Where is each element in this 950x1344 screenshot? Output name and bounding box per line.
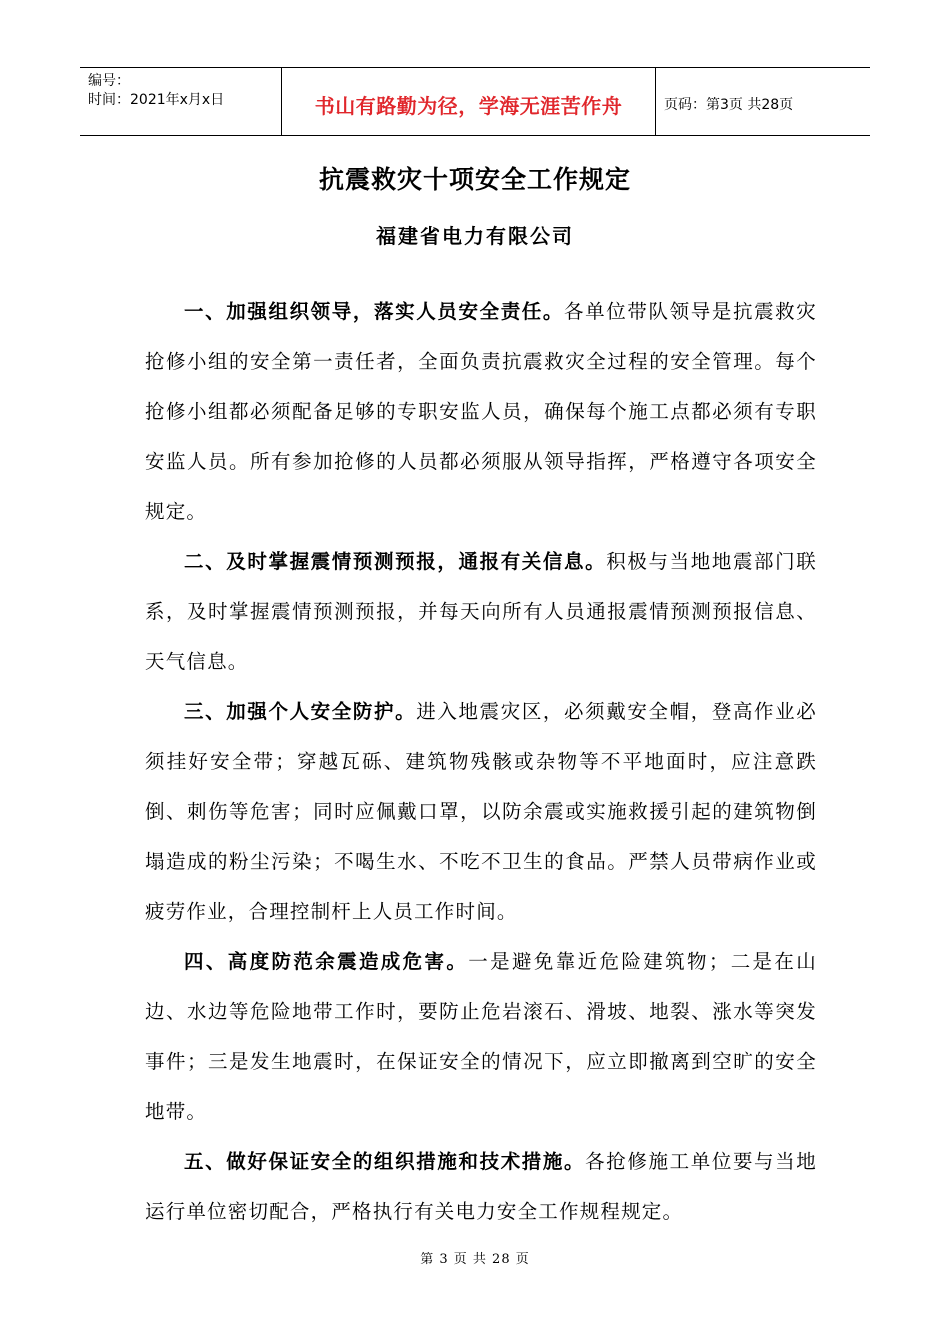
paragraph-text: 进入地震灾区，必须戴安全帽，登高作业必须挂好安全带；穿越瓦砾、建筑物残骸或杂物等不平地面时，应注意跌倒、刺伤等危害；同时应佩戴口罩，以防余震或实施救援引起的建筑物倒塌造成的粉尘污染；不喝生水、不吃不卫生的食品。严禁人员带病作业或疲劳作业，合理控制杆上人员工作时间。 bbox=[145, 700, 817, 923]
paragraph-lead: 三、加强个人安全防护。 bbox=[184, 700, 417, 723]
paragraph-lead: 四、高度防范余震造成危害。 bbox=[184, 950, 469, 973]
header-page-label: 页码：第3页 共28页 bbox=[664, 96, 794, 113]
paragraph-text: 各抢修施工单位要与当地运行单位密切配合，严格执行有关电力安全工作规程规定。 bbox=[145, 1150, 817, 1223]
document-header bbox=[80, 67, 870, 136]
document-organization: 福建省电力有限公司 bbox=[376, 224, 574, 248]
number-label: 编号： bbox=[88, 73, 130, 89]
paragraph-2 bbox=[145, 537, 817, 687]
paragraph-lead: 二、及时掌握震情预测预报，通报有关信息。 bbox=[184, 550, 607, 573]
paragraph-3 bbox=[145, 687, 817, 937]
header-meta bbox=[80, 68, 281, 135]
paragraph-5 bbox=[145, 1137, 817, 1237]
paragraph-lead: 五、做好保证安全的组织措施和技术措施。 bbox=[184, 1150, 586, 1173]
document-title: 抗震救灾十项安全工作规定 bbox=[318, 165, 631, 194]
paragraph-lead: 一、加强组织领导，落实人员安全责任。 bbox=[184, 300, 565, 323]
paragraph-1 bbox=[145, 287, 817, 537]
document-body bbox=[145, 287, 817, 1237]
paragraph-text: 积极与当地地震部门联系，及时掌握震情预测预报，并每天向所有人员通报震情预测预报信息、天气信息。 bbox=[145, 550, 817, 673]
page-footer: 第 3 页 共 28 页 bbox=[420, 1252, 530, 1267]
paragraph-text: 一是避免靠近危险建筑物；二是在山边、水边等危险地带工作时，要防止危岩滚石、滑坡、地裂、涨水等突发事件；三是发生地震时，在保证安全的情况下，应立即撤离到空旷的安全地带。 bbox=[145, 950, 817, 1123]
time-label: 时间：2021年x月x日 bbox=[88, 92, 225, 108]
paragraph-4 bbox=[145, 937, 817, 1137]
paragraph-text: 各单位带队领导是抗震救灾抢修小组的安全第一责任者，全面负责抗震救灾全过程的安全管理。每个抢修小组都必须配备足够的专职安监人员，确保每个施工点都必须有专职安监人员。所有参加抢修的人员都必须服从领导指挥，严格遵守各项安全规定。 bbox=[145, 300, 817, 523]
header-motto: 书山有路勤为径，学海无涯苦作舟 bbox=[281, 68, 656, 135]
